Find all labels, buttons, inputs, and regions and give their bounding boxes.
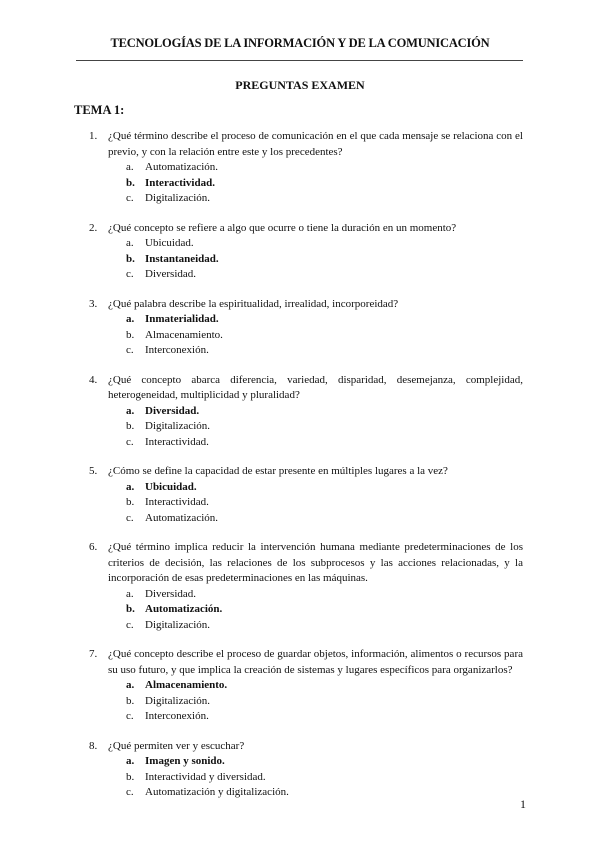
question-text: ¿Qué término implica reducir la intervención humana mediante predeterminaciones de los criterios de decisión, las relaciones de los subprocesos y las acciones relacionadas, y la incorporación de esas predeterminaciones en las máquinas. <box>108 541 523 584</box>
document-header: TECNOLOGÍAS DE LA INFORMACIÓN Y DE LA COMUNICACIÓN <box>110 36 490 50</box>
question-text: ¿Qué término describe el proceso de comunicación en el que cada mensaje se relaciona con el previo, y con la relación entre este y los precedentes? <box>108 130 523 158</box>
option-text: Automatización. <box>145 603 223 615</box>
option-text: Interconexión. <box>145 710 209 722</box>
option-letter: b. <box>126 496 135 508</box>
option-letter: c. <box>126 710 134 722</box>
question-item <box>89 647 523 725</box>
option-text: Diversidad. <box>145 587 197 600</box>
option-letter: a. <box>126 237 134 249</box>
answer-option <box>108 236 523 252</box>
option-letter: a. <box>126 587 134 600</box>
option-text: Ubicuidad. <box>145 237 194 249</box>
question-text: ¿Qué palabra describe la espiritualidad, irrealidad, incorporeidad? <box>108 297 399 310</box>
option-letter: c. <box>126 786 134 798</box>
answer-option-correct <box>108 602 523 618</box>
question-text: ¿Qué permiten ver y escuchar? <box>108 739 245 752</box>
question-number: 6. <box>89 541 98 553</box>
option-text: Automatización. <box>145 511 219 524</box>
option-letter: a. <box>126 161 134 173</box>
question-item <box>89 373 523 451</box>
page-number: 1 <box>520 797 526 811</box>
question-item <box>89 540 523 633</box>
option-letter: b. <box>126 603 135 615</box>
answer-option <box>108 495 523 511</box>
answer-option-correct <box>108 404 523 420</box>
answer-option <box>108 694 523 710</box>
option-text: Almacenamiento. <box>145 679 228 691</box>
option-letter: b. <box>126 770 135 783</box>
answer-option-correct <box>108 480 523 496</box>
question-item <box>89 739 523 801</box>
option-letter: b. <box>126 694 135 707</box>
question-list <box>0 129 600 801</box>
question-number: 7. <box>89 648 98 660</box>
answer-option-correct <box>108 312 523 328</box>
option-letter: b. <box>126 252 135 265</box>
answer-option <box>108 709 523 725</box>
answer-option <box>108 191 523 207</box>
option-text: Interactividad. <box>145 176 215 189</box>
option-letter: c. <box>126 435 134 448</box>
question-number: 3. <box>89 297 98 310</box>
option-text: Instantaneidad. <box>145 252 219 265</box>
document-subtitle: PREGUNTAS EXAMEN <box>235 78 365 92</box>
option-text: Diversidad. <box>145 268 197 280</box>
option-letter: c. <box>126 268 134 280</box>
option-text: Interactividad. <box>145 496 209 508</box>
option-text: Digitalización. <box>145 420 211 432</box>
question-number: 4. <box>89 373 98 386</box>
option-text: Digitalización. <box>145 694 211 707</box>
answer-option <box>108 618 523 634</box>
answer-option <box>108 160 523 176</box>
answer-option-correct <box>108 754 523 770</box>
question-item <box>89 129 523 207</box>
answer-option <box>108 343 523 359</box>
option-text: Automatización. <box>145 161 219 173</box>
answer-option <box>108 419 523 435</box>
question-item <box>89 221 523 283</box>
question-text: ¿Qué concepto abarca diferencia, variedad, disparidad, desemejanza, complejidad, heterogeneidad, multiplicidad y pluralidad? <box>108 373 523 401</box>
question-number: 8. <box>89 739 98 752</box>
option-letter: a. <box>126 313 135 325</box>
option-letter: a. <box>126 679 135 691</box>
question-number: 1. <box>89 130 98 142</box>
answer-option <box>108 328 523 344</box>
option-letter: c. <box>126 511 134 524</box>
option-text: Interconexión. <box>145 344 209 356</box>
option-text: Inmaterialidad. <box>145 313 219 325</box>
option-letter: c. <box>126 192 134 204</box>
option-text: Digitalización. <box>145 618 211 631</box>
option-text: Automatización y digitalización. <box>145 786 289 798</box>
option-text: Imagen y sonido. <box>145 755 225 767</box>
option-letter: c. <box>126 344 134 356</box>
question-text: ¿Cómo se define la capacidad de estar presente en múltiples lugares a la vez? <box>108 465 448 477</box>
answer-option <box>108 587 523 603</box>
answer-option-correct <box>108 678 523 694</box>
answer-option <box>108 435 523 451</box>
question-number: 5. <box>89 465 98 477</box>
option-text: Diversidad. <box>145 404 200 417</box>
option-text: Ubicuidad. <box>145 480 197 493</box>
question-item <box>89 297 523 359</box>
section-heading: TEMA 1: <box>74 103 125 117</box>
answer-option-correct <box>108 252 523 268</box>
question-number: 2. <box>89 221 98 234</box>
option-letter: a. <box>126 755 135 767</box>
option-letter: c. <box>126 618 134 631</box>
option-letter: a. <box>126 404 135 417</box>
option-text: Interactividad y diversidad. <box>145 770 266 783</box>
option-letter: b. <box>126 176 135 189</box>
header-rule <box>76 60 523 61</box>
option-text: Digitalización. <box>145 192 211 204</box>
option-letter: b. <box>126 420 135 432</box>
option-text: Almacenamiento. <box>145 328 223 341</box>
option-letter: b. <box>126 328 135 341</box>
answer-option <box>108 511 523 527</box>
answer-option <box>108 267 523 283</box>
option-text: Interactividad. <box>145 435 209 448</box>
question-text: ¿Qué concepto describe el proceso de guardar objetos, información, alimentos o recursos para su uso futuro, y que implica la creación de sistemas y lugares específicos para organizarlos? <box>108 648 523 676</box>
answer-option <box>108 785 523 801</box>
question-text: ¿Qué concepto se refiere a algo que ocurre o tiene la duración en un momento? <box>108 221 457 234</box>
answer-option-correct <box>108 176 523 192</box>
question-item <box>89 464 523 526</box>
option-letter: a. <box>126 480 135 493</box>
answer-option <box>108 770 523 786</box>
